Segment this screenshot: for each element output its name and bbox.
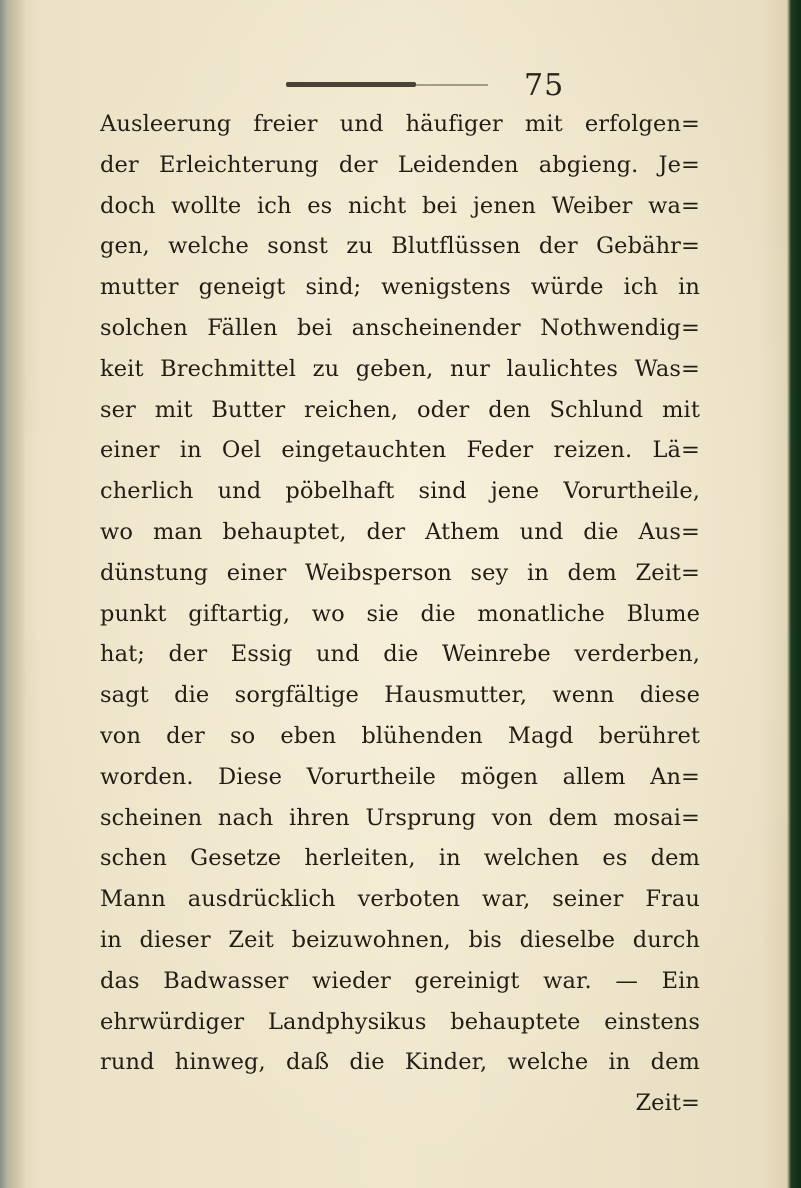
- header-rule: [286, 82, 416, 87]
- text-line: scheinen nach ihren Ursprung von dem mosai=: [100, 804, 700, 831]
- text-line: mutter geneigt sind; wenigstens würde ich in: [100, 274, 700, 301]
- text-line: gen, welche sonst zu Blutflüssen der Gebähr=: [100, 233, 700, 260]
- page-number: 75: [524, 68, 565, 103]
- text-line: das Badwasser wieder gereinigt war. — Ein: [100, 967, 700, 994]
- text-line: dünstung einer Weibsperson sey in dem Zeit=: [100, 559, 700, 586]
- text-line: doch wollte ich es nicht bei jenen Weiber wa=: [100, 192, 700, 219]
- text-line: worden. Diese Vorurtheile mögen allem An=: [100, 763, 700, 790]
- text-line: punkt giftartig, wo sie die monatliche Blume: [100, 600, 700, 627]
- text-line: Ausleerung freier und häufiger mit erfolgen=: [100, 111, 700, 137]
- catchword: Zeit=: [635, 1090, 700, 1117]
- text-line: rund hinweg, daß die Kinder, welche in dem: [100, 1049, 700, 1076]
- text-line: hat; der Essig und die Weinrebe verderben,: [100, 641, 700, 668]
- text-line: der Erleichterung der Leidenden abgieng. Je=: [100, 151, 700, 178]
- text-line: einer in Oel eingetauchten Feder reizen. Lä=: [100, 437, 700, 464]
- text-line: schen Gesetze herleiten, in welchen es dem: [100, 845, 700, 872]
- text-line: Mann ausdrücklich verboten war, seiner Frau: [100, 886, 700, 913]
- body-text: [100, 104, 700, 1124]
- text-line: ser mit Butter reichen, oder den Schlund mit: [100, 396, 700, 423]
- text-line: solchen Fällen bei anscheinender Nothwendig=: [100, 314, 700, 341]
- text-line: in dieser Zeit beizuwohnen, bis dieselbe durch: [100, 926, 700, 953]
- text-line: keit Brechmittel zu geben, nur laulichtes Was=: [100, 355, 700, 382]
- text-line: von der so eben blühenden Magd berühret: [100, 722, 700, 749]
- text-line: ehrwürdiger Landphysikus behauptete einstens: [100, 1008, 700, 1035]
- text-line: wo man behauptet, der Athem und die Aus=: [100, 518, 700, 545]
- book-spine-edge: [787, 0, 801, 1188]
- text-line: cherlich und pöbelhaft sind jene Vorurtheile,: [100, 478, 700, 505]
- page-binding-edge: [0, 0, 26, 1188]
- text-line: sagt die sorgfältige Hausmutter, wenn diese: [100, 682, 700, 709]
- header-rule-tail: [416, 84, 488, 86]
